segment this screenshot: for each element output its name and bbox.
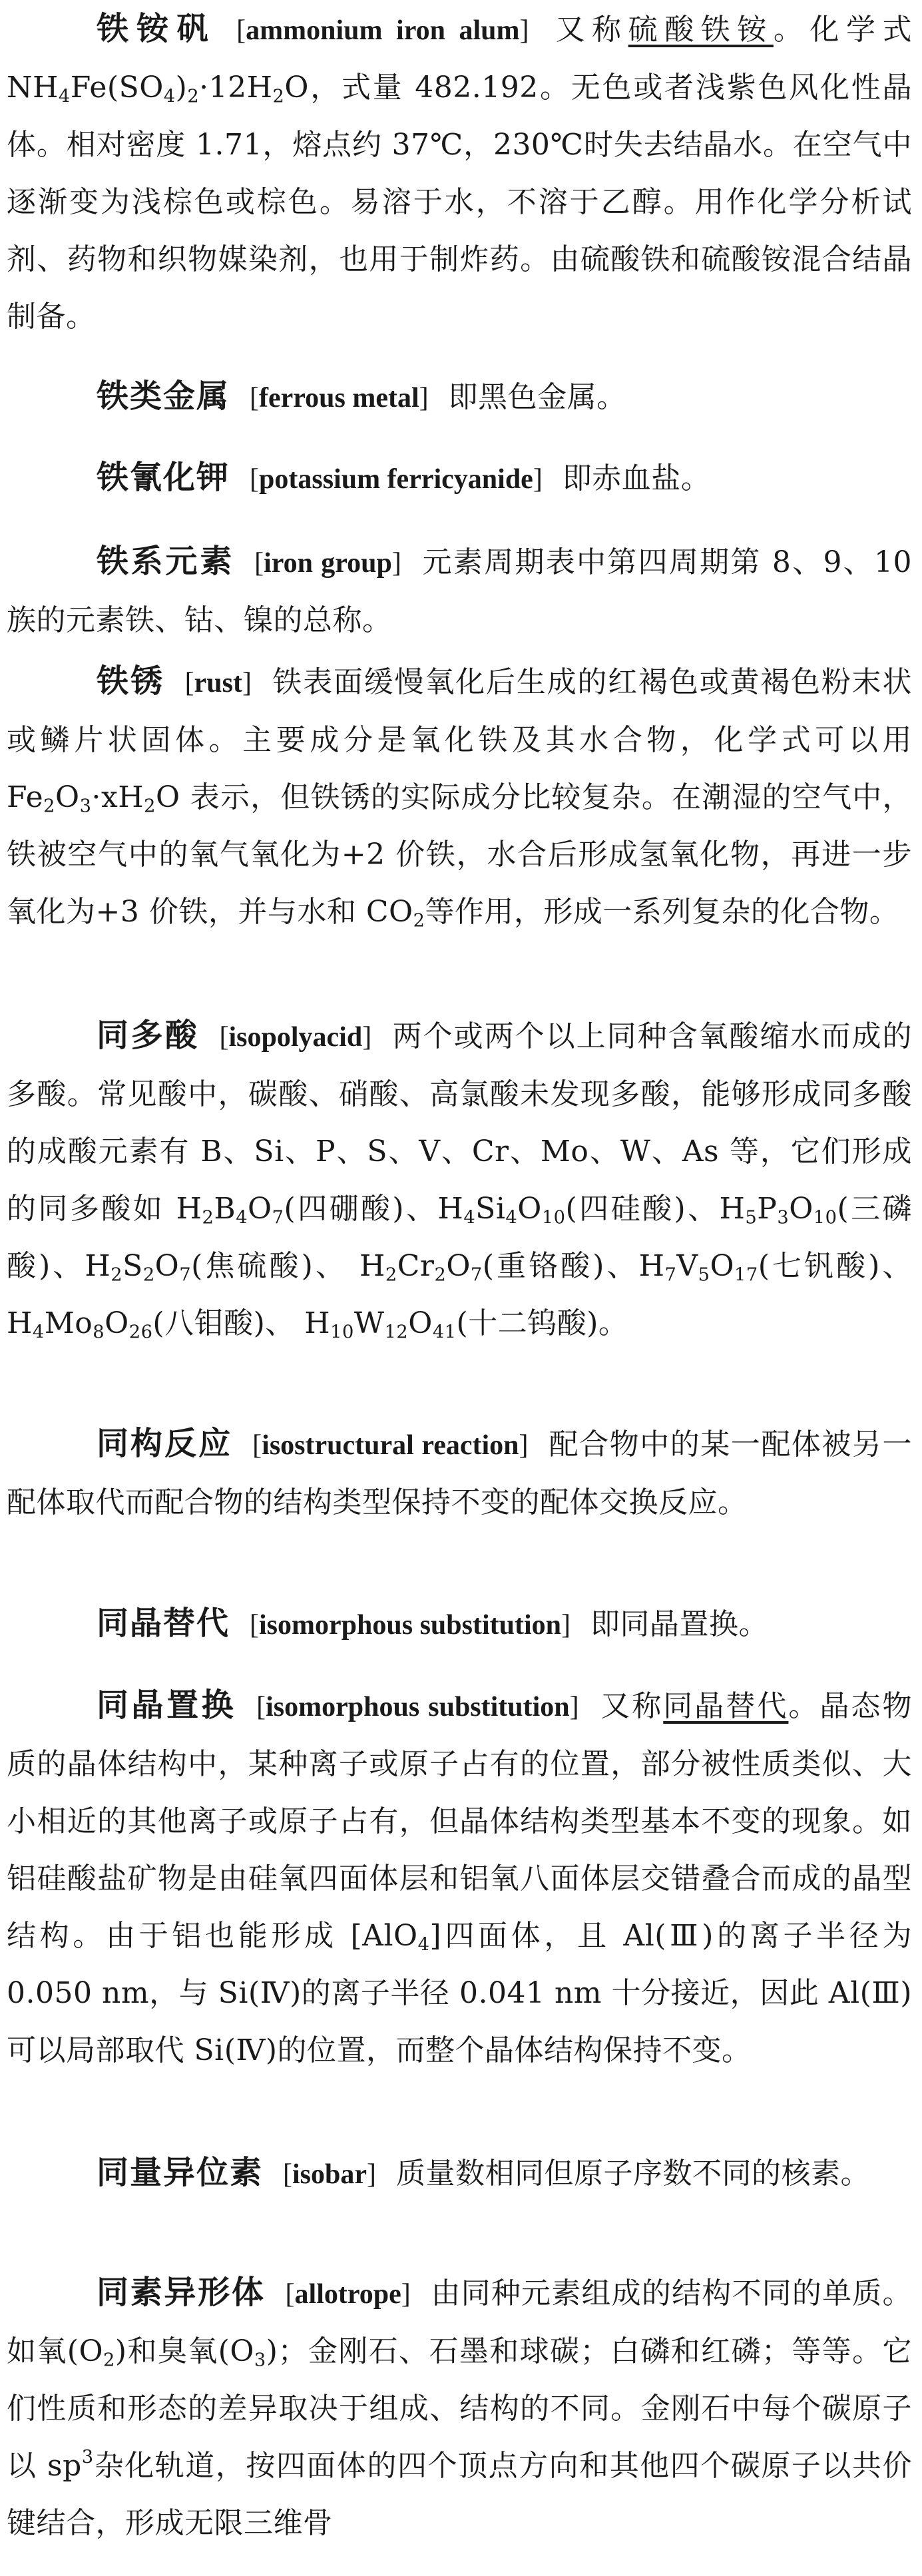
entry-tieqinghuajia: 铁氰化钾 [potassium ferricyanide] 即赤血盐。 — [97, 459, 711, 496]
entry-term: 铁类金属 — [97, 378, 230, 415]
entry-english: isomorphous substitution — [266, 1692, 570, 1722]
entry-tongjingzhihuan: 同晶置换 [isomorphous substitution] 又称同晶替代。晶态物质的晶体结构中，某种离子或原子占有的位置，部分被性质类似、大小相近的其他离子或原子占有，但晶体结构类型基本不变的现象。如铝硅酸盐矿物是由硅氧四面体层和铝氧八面体层交错叠合而成的晶型结构。由于铝也能形成 [AlO$_4$]四面体，且 Al(Ⅲ)的离子半径为 0.050 nm，与 Si(Ⅳ)的离子半径 0.041 nm 十分接近，因此 Al(Ⅲ)可以局部取代 Si(Ⅳ)的位置，而整个晶体结构保持不变。 — [7, 1686, 913, 2067]
entry-tongsuyixingti: 同素异形体 [allotrope] 由同种元素组成的结构不同的单质。如氧$(O_2)$和臭氧$(O_3)$；金刚石、石墨和球碳；白磷和红磷；等等。它们性质和形态的差异取决于组成、结构的不同。金刚石中每个碳原子以 $sp^3$杂化轨道，按四面体的四个顶点方向和其他四个碳原子以共价键结合，形成无限三维骨 — [7, 2274, 912, 2540]
entry-term: 同晶置换 — [97, 1686, 237, 1724]
entry-tiexiu: 铁锈 [rust] 铁表面缓慢氧化后生成的红褐色或黄褐色粉末状或鳞片状固体。主要成分是氧化铁及其水合物，化学式可以用 $Fe_2O_3\cdot xH_2O$ 表示，但铁锈的实际成分比较复杂。在潮湿的空气中，铁被空气中的氧气氧化为+2 价铁，水合后形成氢氧化物，再进一步氧化为+3 价铁，并与水和 $CO_2$等作用，形成一系列复杂的化合物。 — [7, 662, 912, 931]
entry-tieleijinshu: 铁类金属 [ferrous metal] 即黑色金属。 — [97, 378, 626, 415]
entry-definition: 质量数相同但原子序数不同的核素。 — [396, 2157, 871, 2190]
entry-english: potassium ferricyanide — [259, 464, 533, 495]
entry-english: isopolyacid — [228, 1022, 363, 1053]
entry-definition: 即黑色金属。 — [448, 380, 626, 414]
entry-definition: 即赤血盐。 — [562, 461, 711, 495]
cross-reference-link[interactable]: 硫酸铁铵 — [628, 13, 774, 47]
entry-english: isostructural reaction — [262, 1430, 519, 1461]
entry-term: 同量异位素 — [97, 2154, 264, 2191]
entry-english: isomorphous substitution — [259, 1610, 561, 1641]
entry-term: 铁氰化钾 — [97, 459, 230, 496]
entry-term: 铁锈 — [97, 662, 165, 700]
entry-tiexiyuansu: 铁系元素 [iron group] 元素周期表中第四周期第 8、9、10 族的元素铁、钴、镍的总称。 — [7, 543, 912, 637]
entry-term: 铁系元素 — [97, 543, 235, 580]
entry-term: 同构反应 — [97, 1425, 233, 1462]
entry-definition: 即同晶置换。 — [590, 1607, 768, 1641]
entry-english: allotrope — [294, 2279, 401, 2310]
entry-term: 铁铵矾 — [97, 10, 217, 47]
entry-english: ferrous metal — [259, 383, 419, 413]
cross-reference-link[interactable]: 同晶替代 — [663, 1689, 789, 1723]
entry-english: isobar — [292, 2159, 367, 2190]
entry-english: ammonium iron alum — [246, 15, 520, 46]
entry-term: 同素异形体 — [97, 2274, 266, 2311]
entry-tongliangyiweisu: 同量异位素 [isobar] 质量数相同但原子序数不同的核素。 — [97, 2154, 871, 2191]
entry-english: iron group — [264, 548, 392, 579]
entry-tieanfan: 铁铵矾 [ammonium iron alum] 又称硫酸铁铵。化学式 $NH_4Fe(SO_4)_2\cdot 12H_2O$，式量 482.192。无色或者浅紫色风化性晶体。相对密度 1.71，熔点约 37℃，230℃时失去结晶水。在空气中逐渐变为浅棕色或棕色。易溶于水，不溶于乙醇。用作化学分析试剂、药物和织物媒染剂，也用于制炸药。由硫酸铁和硫酸铵混合结晶制备。 — [7, 10, 912, 334]
entry-term: 同晶替代 — [97, 1605, 230, 1642]
entry-tongjingtidai: 同晶替代 [isomorphous substitution] 即同晶置换。 — [97, 1605, 768, 1642]
entry-english: rust — [194, 668, 242, 698]
entry-definition: 元素周期表中第四周期第 8、9、10 族的元素铁、钴、镍的总称。 — [7, 545, 912, 637]
entry-tonggoufanying: 同构反应 [isostructural reaction] 配合物中的某一配体被另一配体取代而配合物的结构类型保持不变的配体交换反应。 — [7, 1425, 912, 1519]
entry-definition: 配合物中的某一配体被另一配体取代而配合物的结构类型保持不变的配体交换反应。 — [7, 1427, 912, 1519]
entry-term: 同多酸 — [97, 1017, 200, 1054]
entry-tongduosuan: 同多酸 [isopolyacid] 两个或两个以上同种含氧酸缩水而成的多酸。常见酸中，碳酸、硝酸、高氯酸未发现多酸，能够形成同多酸的成酸元素有 B、Si、P、S、V、Cr、Mo、W、As 等，它们形成的同多酸如 $H_2B_4O_7$(四硼酸)、$H_4Si_4O_{10}$(四硅酸)、$H_5P_3O_{10}$(三磷酸)、$H_2S_2O_7$(焦硫酸)、 $H_2Cr_2O_7$(重铬酸)、$H_7V_5O_{17}$(七钒酸)、$H_4Mo_8O_{26}$(八钼酸)、 $H_{10}W_{12}O_{41}$(十二钨酸)。 — [7, 1017, 913, 1343]
